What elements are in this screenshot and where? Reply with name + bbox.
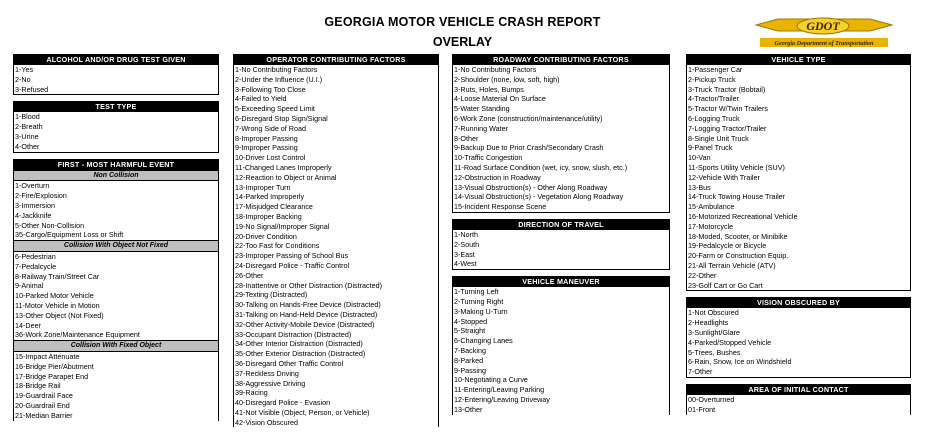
code-item: 3-Following Too Close	[235, 84, 306, 94]
code-item: 13-Visual Obstruction(s) - Other Along Roadway	[454, 182, 608, 192]
code-item: 13-Improper Turn	[235, 182, 291, 192]
section-direction-of-travel	[452, 219, 670, 270]
code-item: 9-Animal	[15, 281, 44, 291]
code-item: 10-Negotiating a Curve	[454, 375, 528, 385]
section-roadway-contributing-factors	[452, 54, 670, 213]
report-title: GEORGIA MOTOR VEHICLE CRASH REPORT	[324, 15, 601, 29]
code-item: 14-Parked Improperly	[235, 192, 305, 202]
code-item: 4-Parked/Stopped Vehicle	[688, 337, 772, 347]
code-item: 18-Moded, Scooter, or Minibike	[688, 231, 788, 241]
subsection-header: Collision With Object Not Fixed	[14, 240, 218, 252]
code-item: 15-Ambulance	[688, 202, 735, 212]
code-item: 8-Other	[454, 133, 479, 143]
code-item: 9-Improper Passing	[235, 143, 298, 153]
code-item: 35-Other Exterior Distraction (Distracted)	[235, 349, 366, 359]
section-header: AREA OF INITIAL CONTACT	[687, 385, 910, 395]
code-item: 2-Headlights	[688, 318, 729, 328]
code-item: 6-Disregard Stop Sign/Signal	[235, 113, 328, 123]
section-operator-contributing-factors	[233, 54, 439, 427]
code-item: 33-Occupant Distraction (Distracted)	[235, 329, 352, 339]
code-item: 5-Other Non-Collision	[15, 220, 85, 230]
code-item: 2-No	[15, 74, 31, 84]
code-item: 1-No Contributing Factors	[235, 65, 318, 74]
report-subtitle: OVERLAY	[432, 35, 493, 49]
code-item: 01-Front	[688, 404, 716, 414]
code-item: 7-Backing	[454, 345, 486, 355]
code-item: 14-Deer	[15, 320, 41, 330]
code-item: 12-Obstruction in Roadway	[454, 172, 541, 182]
logo-text: GDOT	[806, 19, 840, 33]
code-item: 6-Rain, Snow, Ice on Windshield	[688, 357, 792, 367]
code-item: 3-Refused	[15, 84, 49, 94]
code-item: 4-Tractor/Trailer	[688, 94, 739, 104]
code-item: 1-Turning Left	[454, 287, 499, 297]
code-item: 20-Farm or Construction Equip.	[688, 251, 789, 261]
code-item: 41-Not Visible (Object, Person, or Vehicle)	[235, 407, 370, 417]
code-item: 2-Turning Right	[454, 296, 504, 306]
code-item: 21-All Terrain Vehicle (ATV)	[688, 260, 776, 270]
code-item: 15-Impact Attenuate	[15, 351, 80, 361]
code-item: 20-Guardrail End	[15, 400, 70, 410]
code-item: 10-Traffic Congestion	[454, 153, 523, 163]
code-item: 8-Improper Passing	[235, 133, 298, 143]
subsection-header: Non Collision	[14, 170, 218, 182]
code-item: 18-Bridge Rail	[15, 381, 61, 391]
code-item: 38-Aggressive Driving	[235, 378, 306, 388]
code-item: 16-Bridge Pier/Abutment	[15, 361, 94, 371]
code-item: 4-West	[454, 259, 477, 269]
code-item: 17-Bridge Parapet End	[15, 371, 89, 381]
section-header: VISION OBSCURED BY	[687, 298, 910, 308]
code-item: 3-Sunlight/Glare	[688, 327, 740, 337]
code-item: 10-Van	[688, 153, 711, 163]
code-item: 36-Disregard Other Traffic Control	[235, 358, 344, 368]
code-item: 4-Loose Material On Surface	[454, 94, 546, 104]
code-item: 12-Entering/Leaving Driveway	[454, 394, 550, 404]
code-item: 30-Talking on Hands-Free Device (Distracted)	[235, 300, 381, 310]
code-item: 3-Ruts, Holes, Bumps	[454, 84, 524, 94]
code-item: 34-Other Interior Distraction (Distracted)	[235, 339, 363, 349]
code-item: 1-Passenger Car	[688, 65, 743, 74]
code-item: 8-Railway Train/Street Car	[15, 271, 100, 281]
code-item: 14-Truck Towing House Trailer	[688, 192, 786, 202]
code-item: 21-Median Barrier	[15, 410, 73, 420]
code-item: 3-Truck Tractor (Bobtail)	[688, 84, 766, 94]
code-item: 3-Urine	[15, 131, 39, 141]
column-2	[233, 54, 439, 433]
code-item: 3-Making U-Turn	[454, 306, 508, 316]
code-item: 11-Road Surface Condition (wet, icy, snow, slush, etc.)	[454, 162, 628, 172]
code-item: 9-Panel Truck	[688, 143, 733, 153]
code-item: 3-East	[454, 249, 475, 259]
code-item: 13-Other	[454, 404, 483, 414]
code-item: 24-Disregard Police - Traffic Control	[235, 260, 350, 270]
code-item: 10-Driver Lost Control	[235, 153, 306, 163]
section-header: FIRST - MOST HARMFUL EVENT	[14, 160, 218, 170]
code-item: 23-Golf Cart or Go Cart	[688, 280, 763, 290]
code-item: 7-Wrong Side of Road	[235, 123, 306, 133]
code-item: 8-Single Unit Truck	[688, 133, 749, 143]
code-item: 7-Running Water	[454, 123, 509, 133]
section-first-most-harmful-event	[13, 159, 219, 421]
code-item: 29-Texting (Distracted)	[235, 290, 308, 300]
section-vision-obscured-by	[686, 297, 911, 378]
code-item: 13-Bus	[688, 182, 711, 192]
code-item: 1-Yes	[15, 65, 34, 74]
code-item: 31-Talking on Hand-Held Device (Distracted)	[235, 309, 378, 319]
code-item: 5-Tractor W/Twin Trailers	[688, 104, 769, 114]
section-vehicle-type	[686, 54, 911, 291]
code-item: 1-Blood	[15, 112, 40, 122]
section-header: VEHICLE MANEUVER	[453, 277, 669, 287]
code-item: 2-Fire/Explosion	[15, 191, 67, 201]
code-item: 7-Other	[688, 367, 713, 377]
code-item: 7-Logging Tractor/Trailer	[688, 123, 767, 133]
code-item: 5-Straight	[454, 326, 486, 336]
code-item: 11-Motor Vehicle in Motion	[15, 300, 100, 310]
code-item: 4-Jackknife	[15, 210, 52, 220]
code-item: 22-Too Fast for Conditions	[235, 241, 320, 251]
code-item: 5-Exceeding Speed Limit	[235, 104, 315, 114]
code-item: 5-Trees, Bushes	[688, 347, 741, 357]
code-item: 19-Pedalcycle or Bicycle	[688, 241, 767, 251]
code-item: 8-Parked	[454, 355, 484, 365]
section-alcohol-and-or-drug-test-given	[13, 54, 219, 95]
code-item: 2-South	[454, 239, 480, 249]
section-header: VEHICLE TYPE	[687, 55, 910, 65]
code-item: 17-Misjudged Clearance	[235, 202, 313, 212]
code-item: 17-Motorcycle	[688, 221, 734, 231]
code-item: 16-Motorized Recreational Vehicle	[688, 211, 798, 221]
section-header: DIRECTION OF TRAVEL	[453, 220, 669, 230]
code-item: 11-Changed Lanes Improperly	[235, 162, 332, 172]
code-item: 2-Under the Influence (U.I.)	[235, 74, 323, 84]
code-item: 6-Changing Lanes	[454, 336, 513, 346]
section-header: ROADWAY CONTRIBUTING FACTORS	[453, 55, 669, 65]
code-item: 40-Disregard Police - Evasion	[235, 398, 331, 408]
code-item: 20-Driver Condition	[235, 231, 297, 241]
code-item: 35-Cargo/Equipment Loss or Shift	[15, 230, 124, 240]
code-item: 4-Failed to Yield	[235, 94, 287, 104]
code-item: 1-No Contributing Factors	[454, 65, 537, 74]
column-1	[13, 54, 219, 427]
code-item: 9-Passing	[454, 365, 486, 375]
code-item: 4-Other	[15, 141, 40, 151]
code-item: 9-Backup Due to Prior Crash/Secondary Crash	[454, 143, 604, 153]
code-item: 23-Improper Passing of School Bus	[235, 251, 349, 261]
code-item: 12-Vehicle With Trailer	[688, 172, 760, 182]
code-item: 6-Logging Truck	[688, 113, 740, 123]
code-item: 6-Pedestrian	[15, 251, 56, 261]
code-item: 15-Incident Response Scene	[454, 202, 547, 212]
code-item: 18-Improper Backing	[235, 211, 302, 221]
code-item: 19-Guardrail Face	[15, 391, 73, 401]
code-item: 6-Work Zone (construction/maintenance/utility)	[454, 113, 603, 123]
code-item: 00-Overturned	[688, 394, 735, 404]
code-item: 19-No Signal/Improper Signal	[235, 221, 330, 231]
code-item: 2-Pickup Truck	[688, 74, 736, 84]
column-3	[452, 54, 670, 421]
section-vehicle-maneuver	[452, 276, 670, 414]
code-item: 32-Other Activity-Mobile Device (Distracted)	[235, 319, 375, 329]
code-item: 39-Racing	[235, 388, 268, 398]
code-item: 37-Reckless Driving	[235, 368, 299, 378]
code-item: 5-Water Standing	[454, 104, 510, 114]
code-item: 26-Other	[235, 270, 264, 280]
column-4	[686, 54, 911, 421]
logo-tagline: Georgia Department of Transportation	[774, 40, 874, 47]
code-item: 10-Parked Motor Vehicle	[15, 291, 94, 301]
code-item: 11-Sports Utility Vehicle (SUV)	[688, 162, 785, 172]
code-item: 4-Stopped	[454, 316, 488, 326]
code-item: 1-Not Obscured	[688, 308, 739, 318]
section-header: OPERATOR CONTRIBUTING FACTORS	[234, 55, 438, 65]
section-header: TEST TYPE	[14, 102, 218, 112]
code-item: 2-Breath	[15, 122, 43, 132]
code-item: 14-Visual Obstruction(s) - Vegetation Along Roadway	[454, 192, 624, 202]
code-item: 42-Vision Obscured	[235, 417, 298, 427]
section-test-type	[13, 101, 219, 152]
gdot-logo	[752, 16, 894, 50]
code-item: 3-Immersion	[15, 200, 55, 210]
code-item: 13-Other Object (Not Fixed)	[15, 310, 104, 320]
code-item: 28-Inattentive or Other Distraction (Distracted)	[235, 280, 382, 290]
code-item: 12-Reaction to Object or Animal	[235, 172, 337, 182]
code-item: 1-Overturn	[15, 181, 50, 191]
code-item: 22-Other	[688, 270, 717, 280]
code-item: 1-North	[454, 229, 478, 239]
code-item: 2-Shoulder (none, low, soft, high)	[454, 74, 560, 84]
code-item: 7-Pedalcycle	[15, 261, 57, 271]
code-item: 11-Entering/Leaving Parking	[454, 385, 545, 395]
section-header: ALCOHOL AND/OR DRUG TEST GIVEN	[14, 55, 218, 65]
subsection-header: Collision With Fixed Object	[14, 340, 218, 352]
code-item: 36-Work Zone/Maintenance Equipment	[15, 330, 140, 340]
